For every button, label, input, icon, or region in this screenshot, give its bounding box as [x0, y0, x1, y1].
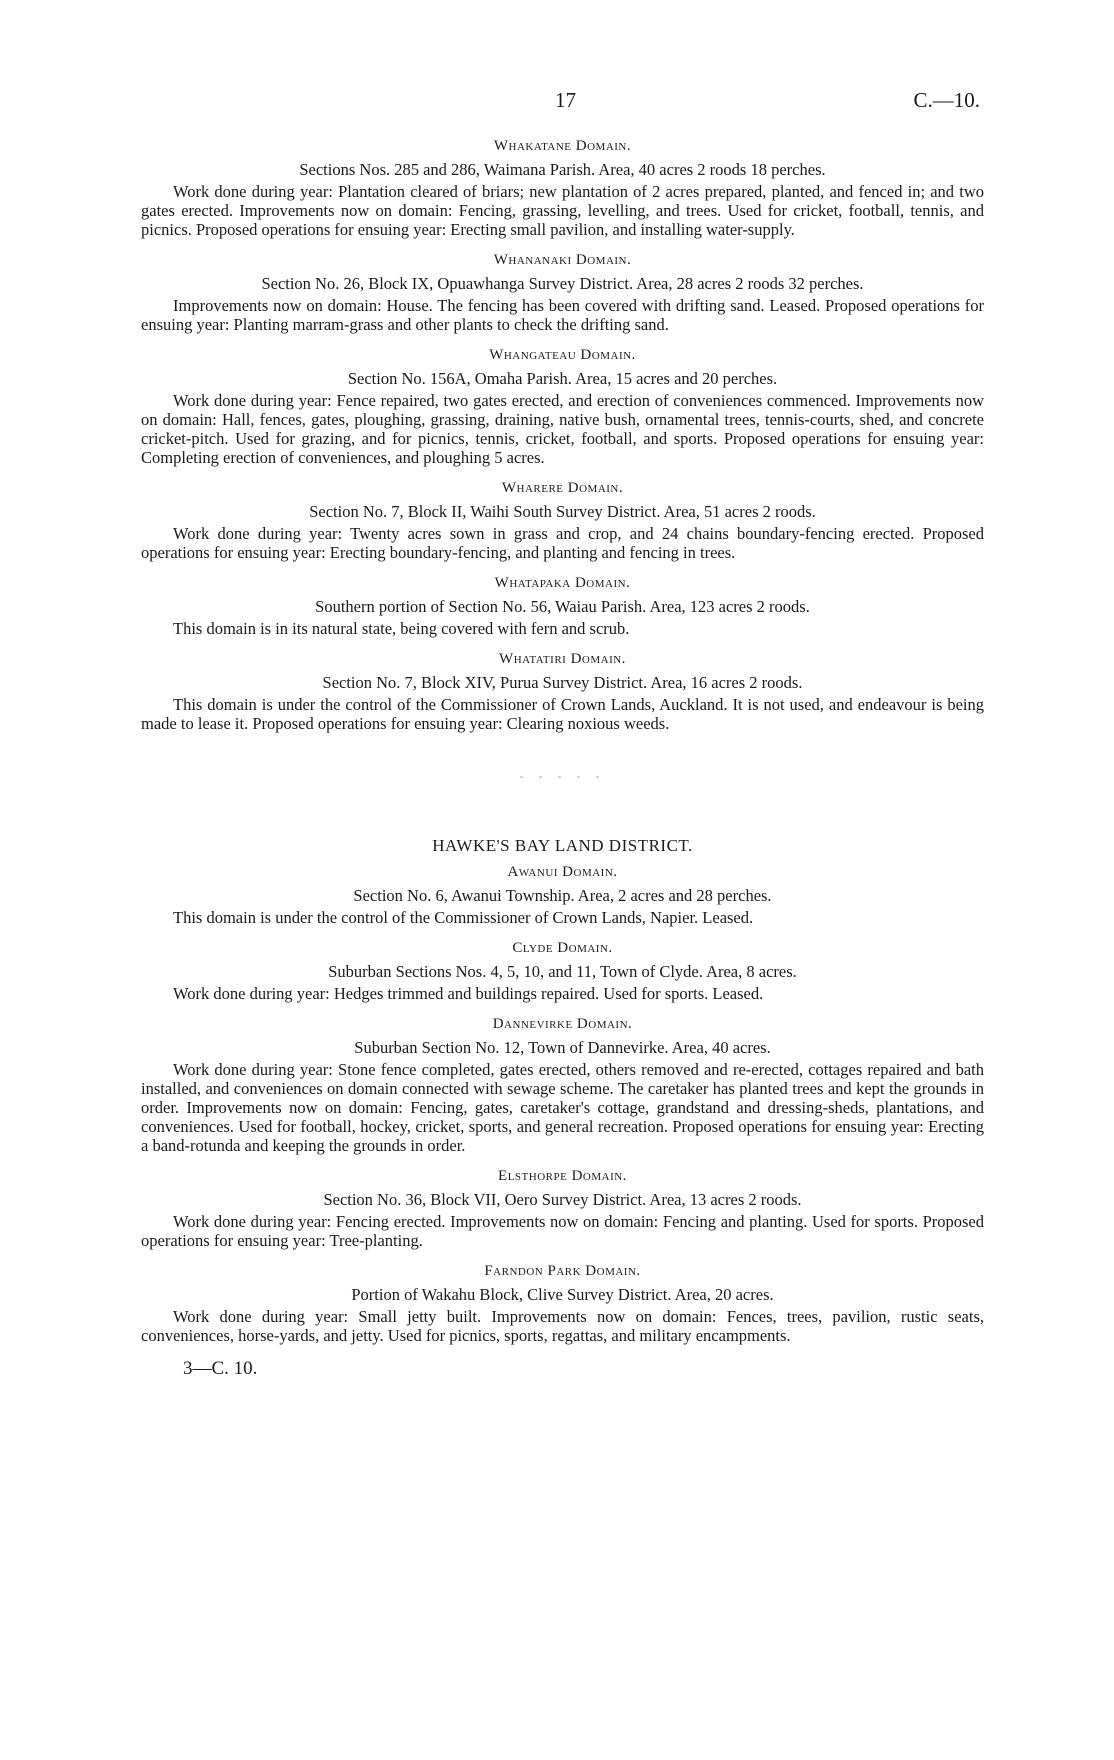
domain-section: [141, 480, 984, 562]
domain-title: Whananaki Domain.: [493, 252, 632, 268]
footer-reference: 3—C. 10.: [183, 1358, 258, 1379]
page-number: 17: [555, 88, 576, 112]
domain-title: Whatapaka Domain.: [494, 575, 631, 591]
domain-locator: Suburban Section No. 12, Town of Dannevirke. Area, 40 acres.: [354, 1038, 771, 1057]
domain-section: [141, 138, 984, 239]
domain-body: Work done during year: Plantation cleared of briars; new plantation of 2 acres prepared, planted, and fenced in; and two gates erected. Improvements now on domain: Fencing, grassing, levelling, and trees. Used for cricket, football, tennis, and picnics. Proposed operations for ensuing year: Erecting small pavilion, and installing water-supply.: [141, 182, 984, 239]
domain-section: [141, 651, 984, 733]
domain-section: [141, 940, 984, 1003]
domain-body: Work done during year: Fencing erected. Improvements now on domain: Fencing and planting. Used for sports. Proposed operations for ensuing year: Tree-planting.: [141, 1212, 984, 1250]
domain-section: [141, 575, 984, 638]
domain-section: [141, 347, 984, 467]
domain-locator: Section No. 156A, Omaha Parish. Area, 15 acres and 20 perches.: [347, 369, 778, 388]
domain-locator: Section No. 36, Block VII, Oero Survey District. Area, 13 acres 2 roods.: [323, 1190, 802, 1209]
domain-body: Improvements now on domain: House. The fencing has been covered with drifting sand. Leased. Proposed operations for ensuing year: Planting marram-grass and other plants to check the drifting sand.: [141, 296, 984, 334]
domain-locator: Section No. 7, Block XIV, Purua Survey District. Area, 16 acres 2 roods.: [322, 673, 803, 692]
domain-locator: Portion of Wakahu Block, Clive Survey District. Area, 20 acres.: [351, 1285, 774, 1304]
page-header: [0, 88, 1114, 118]
domain-title: Wharere Domain.: [501, 480, 624, 496]
domain-section: [141, 1263, 984, 1345]
domain-locator: Suburban Sections Nos. 4, 5, 10, and 11, Town of Clyde. Area, 8 acres.: [328, 962, 797, 981]
domain-locator: Section No. 6, Awanui Township. Area, 2 acres and 28 perches.: [353, 886, 772, 905]
domain-body: This domain is in its natural state, being covered with fern and scrub.: [173, 619, 630, 638]
domain-title: Dannevirke Domain.: [492, 1016, 633, 1032]
domain-body: Work done during year: Fence repaired, two gates erected, and erection of conveniences commenced. Improvements now on domain: Hall, fences, gates, ploughing, grassing, draining, native bush, ornamental trees, tennis-courts, shed, and concrete cricket-pitch. Used for grazing, and for picnics, tennis, cricket, football, and sports. Proposed operations for ensuing year: Completing erection of conveniences, and ploughing 5 acres.: [141, 391, 984, 467]
domain-section: [141, 252, 984, 334]
domain-locator: Section No. 26, Block IX, Opuawhanga Survey District. Area, 28 acres 2 roods 32 perches.: [261, 274, 864, 293]
domain-section: [141, 1016, 984, 1155]
domain-locator: Sections Nos. 285 and 286, Waimana Parish. Area, 40 acres 2 roods 18 perches.: [299, 160, 826, 179]
domain-section: [141, 864, 984, 927]
domain-body: Work done during year: Twenty acres sown in grass and crop, and 24 chains boundary-fencing erected. Proposed operations for ensuing year: Erecting boundary-fencing, and planting and fencing in trees.: [141, 524, 984, 562]
domain-title: Whatatiri Domain.: [499, 651, 626, 667]
document-reference: C.—10.: [913, 88, 980, 112]
district-title: HAWKE'S BAY LAND DISTRICT.: [432, 836, 693, 855]
section-divider: - - - - -: [519, 769, 606, 783]
domain-body: This domain is under the control of the Commissioner of Crown Lands, Auckland. It is not used, and endeavour is being made to lease it. Proposed operations for ensuing year: Clearing noxious weeds.: [141, 695, 984, 733]
domain-locator: Section No. 7, Block II, Waihi South Survey District. Area, 51 acres 2 roods.: [309, 502, 816, 521]
domain-title: Whangateau Domain.: [489, 347, 636, 363]
domain-title: Awanui Domain.: [507, 864, 618, 880]
domain-body: Work done during year: Hedges trimmed and buildings repaired. Used for sports. Leased.: [173, 984, 764, 1003]
domain-body: Work done during year: Small jetty built. Improvements now on domain: Fences, trees, pavilion, rustic seats, conveniences, horse-yards, and jetty. Used for picnics, sports, regattas, and military encampments.: [141, 1307, 984, 1345]
page-content: [141, 138, 984, 1380]
domain-locator: Southern portion of Section No. 56, Waiau Parish. Area, 123 acres 2 roods.: [315, 597, 810, 616]
domain-title: Elsthorpe Domain.: [498, 1168, 627, 1184]
domain-body: This domain is under the control of the Commissioner of Crown Lands, Napier. Leased.: [173, 908, 754, 927]
domain-title: Clyde Domain.: [512, 940, 613, 956]
domain-title: Farndon Park Domain.: [484, 1263, 641, 1279]
domain-title: Whakatane Domain.: [493, 138, 632, 154]
domain-body: Work done during year: Stone fence completed, gates erected, others removed and re-erected, cottages repaired and bath installed, and conveniences on domain connected with sewage scheme. The caretaker has planted trees and kept the grounds in order. Improvements now on domain: Fencing, gates, caretaker's cottage, grandstand and dressing-sheds, plantations, and conveniences. Used for football, hockey, cricket, sports, and general recreation. Proposed operations for ensuing year: Erecting a band-rotunda and keeping the grounds in order.: [141, 1060, 984, 1155]
domain-section: [141, 1168, 984, 1250]
